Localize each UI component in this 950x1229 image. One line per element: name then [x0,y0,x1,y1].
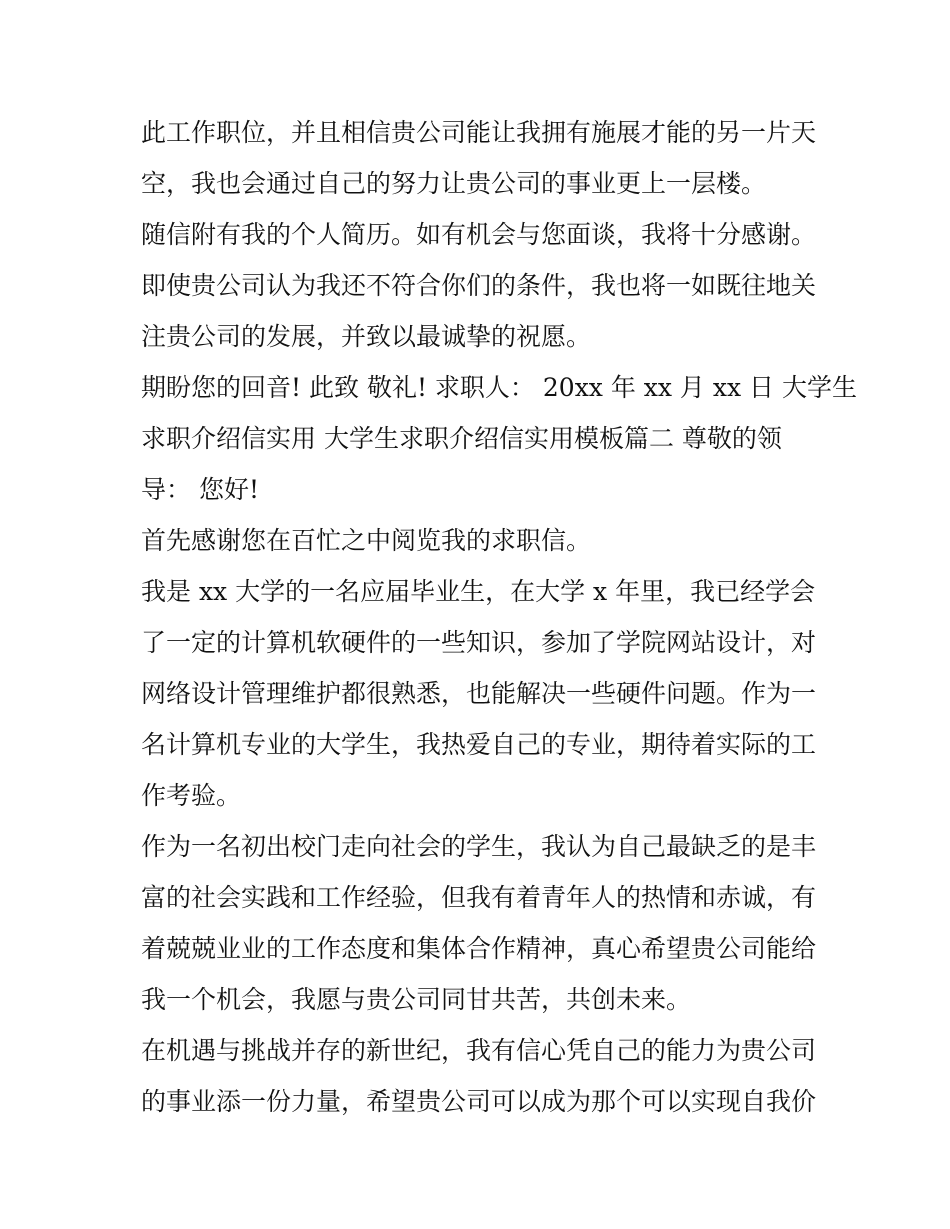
text-line: 我一个机会，我愿与贵公司同甘共苦，共创未来。 [141,985,692,1014]
text-line: 空，我也会通过自己的努力让贵公司的事业更上一层楼。 [141,169,767,198]
text-line: 随信附有我的个人简历。如有机会与您面谈，我将十分感谢。 [141,220,817,249]
text-line: 作为一名初出校门走向社会的学生，我认为自己最缺乏的是丰 [141,832,817,861]
text-line: 作考验。 [141,781,242,810]
text-line: 在机遇与挑战并存的新世纪，我有信心凭自己的能力为贵公司 [141,1036,817,1065]
text-line: 首先感谢您在百忙之中阅览我的求职信。 [141,526,592,555]
text-line: 着兢兢业业的工作态度和集体合作精神，真心希望贵公司能给 [141,934,817,963]
text-line: 注贵公司的发展，并致以最诚挚的祝愿。 [141,322,592,351]
text-line: 我是 xx 大学的一名应届毕业生，在大学 x 年里，我已经学会 [141,577,816,606]
text-line: 网络设计管理维护都很熟悉，也能解决一些硬件问题。作为一 [141,679,817,708]
text-line: 了一定的计算机软硬件的一些知识，参加了学院网站设计，对 [141,628,817,657]
text-line: 此工作职位，并且相信贵公司能让我拥有施展才能的另一片天 [141,118,817,147]
text-line: 期盼您的回音! 此致 敬礼! 求职人： 20xx 年 xx 月 xx 日 大学生 [141,373,857,402]
text-line: 的事业添一份力量，希望贵公司可以成为那个可以实现自我价 [141,1087,817,1116]
text-line: 富的社会实践和工作经验，但我有着青年人的热情和赤诚，有 [141,883,817,912]
text-line: 名计算机专业的大学生，我热爱自己的专业，期待着实际的工 [141,730,817,759]
text-line: 求职介绍信实用 大学生求职介绍信实用模板篇二 尊敬的领 [141,424,782,453]
text-line: 导： 您好! [141,475,259,504]
text-line: 即使贵公司认为我还不符合你们的条件，我也将一如既往地关 [141,271,817,300]
letter-body [141,107,857,1127]
